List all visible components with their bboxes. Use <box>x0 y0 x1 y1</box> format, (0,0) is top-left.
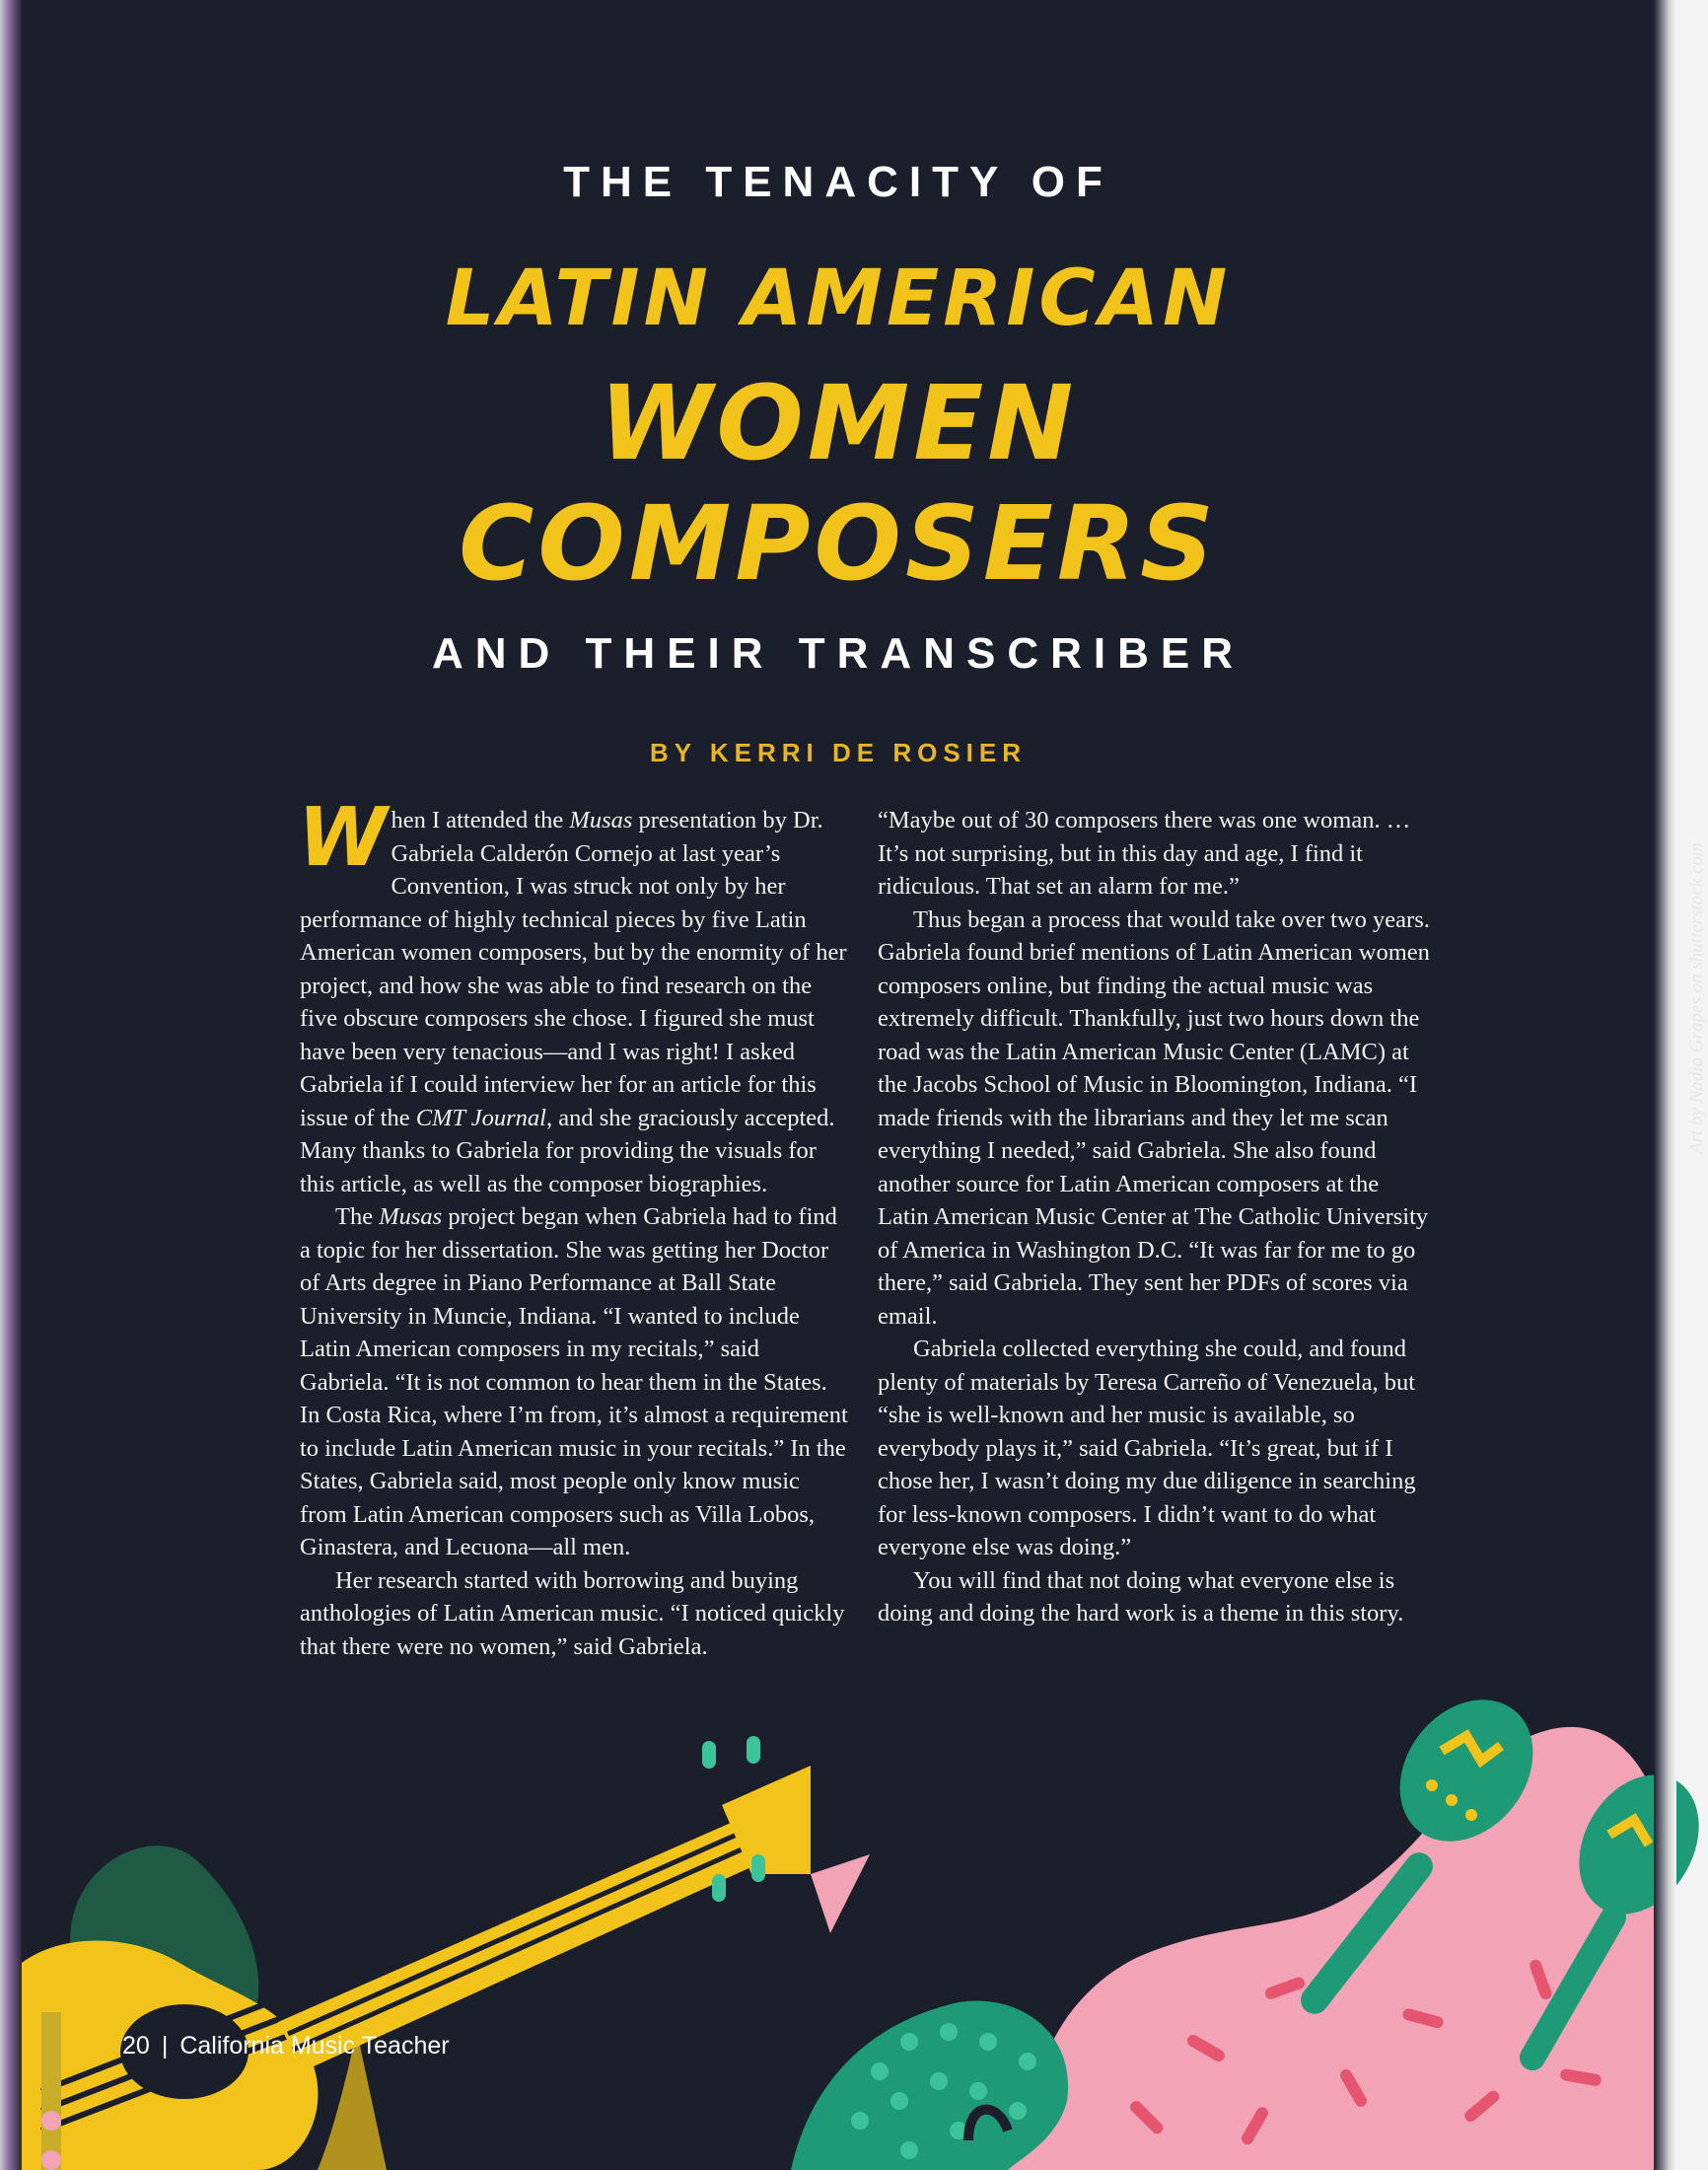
italic-title: Musas <box>569 807 633 833</box>
headline-line-1: LATIN AMERICAN <box>445 254 1232 343</box>
page-footer <box>122 2032 450 2061</box>
kicker-top: THE TENACITY OF <box>563 158 1113 206</box>
green-dotted-shape <box>791 2000 1068 2170</box>
paragraph: You will find that not doing what everyone else is doing and doing the hard work is a theme in this story. <box>878 1566 1404 1627</box>
text-run: , and she graciously accepted. Many thanks to Gabriela for providing the visuals for this article, as well as the composer biographies. <box>300 1104 835 1197</box>
text-run: project began when Gabriela had to find a topic for her dissertation. She was getting her Doctor of Arts degree in Piano Performance at Ball State University in Muncie, Indiana. “I wanted to include Latin American composers in my recitals,” said Gabriela. “It is not common to hear them in the States. In Costa Rica, where I’m from, it’s almost a requirement to include Latin American music in your recitals.” In the States, Gabriela said, most people only know music from Latin American composers such as Villa Lobos, Ginastera, and Lecuona—all men. <box>300 1203 848 1560</box>
paragraph: Gabriela collected everything she could, and found plenty of materials by Teresa Carreño of Venezuela, but “she is well-known and her music is available, so everybody plays it,” said Gabriela. “It’s great, but if I chose her, I wasn’t doing my due diligence in searching for less-known composers. I didn’t want to do what everyone else was doing.” <box>878 1336 1416 1560</box>
paragraph: Her research started with borrowing and buying anthologies of Latin American music. “I noticed quickly that there were no women,” said Gabriela. <box>300 1566 845 1660</box>
headline-line-2: WOMEN <box>599 363 1078 483</box>
article-column-right <box>878 804 1430 1630</box>
kicker-bottom: AND THEIR TRANSCRIBER <box>432 629 1245 678</box>
paragraph: Thus began a process that would take over two years. Gabriela found brief mentions of Latin American women composers online, but finding the actual music was extremely difficult. Thankfully, just two hours down the road was the Latin American Music Center (LAMC) at the Jacobs School of Music in Bloomington, Indiana. “I made friends with the librarians and they let me scan everything I needed,” said Gabriela. She also found another source for Latin American composers at the Latin American Music Center at The Catholic University of America in Washington D.C. “It was far for me to go there,” said Gabriela. They sent her PDFs of scores via email. <box>878 905 1430 1330</box>
drop-cap: W <box>298 791 388 885</box>
article-column-left <box>298 791 852 1663</box>
paragraph <box>300 1200 852 1564</box>
text-run: The <box>335 1203 380 1230</box>
text-run: hen I attended the <box>391 807 570 833</box>
text-run: presentation by Dr. Gabriela Calderón Cornejo at last year’s Convention, I was struck not only by her performance of highly technical pieces by five Latin American women composers, but by the enormity of her project, and how she was able to find research on the five obscure composers she chose. I figured she must have been very tenacious—and I was right! I asked Gabriela if I could interview her for an article for this issue of the <box>300 807 847 1131</box>
paragraph: “Maybe out of 30 composers there was one woman. … It’s not surprising, but in this day and age, I find it ridiculous. That set an alarm for me.” <box>878 807 1411 900</box>
italic-title: Musas <box>379 1203 443 1230</box>
guitar-icon <box>22 1736 870 2170</box>
italic-title: CMT Journal <box>415 1104 546 1131</box>
footer-separator: | <box>161 2032 169 2060</box>
publication-name: California Music Teacher <box>179 2032 450 2060</box>
art-credit: Art by Nadia Grapes on shutterstock.com <box>1686 842 1707 1154</box>
page-number: 20 <box>122 2032 150 2060</box>
byline: BY KERRI DE ROSIER <box>649 738 1027 767</box>
paragraph <box>298 791 852 1200</box>
headline-line-3: COMPOSERS <box>459 483 1218 604</box>
